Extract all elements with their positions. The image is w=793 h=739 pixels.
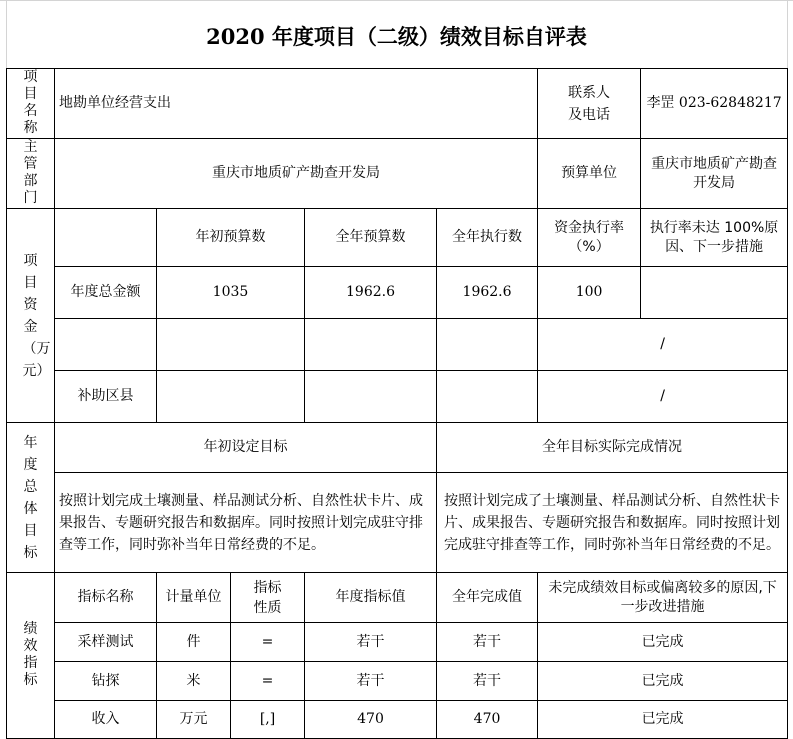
indicator-completed-header: 全年完成值 [437,573,538,623]
subsidy-reason: / [538,371,788,423]
subsidy-label: 补助区县 [55,371,157,423]
indicator-unit-header: 计量单位 [157,573,231,623]
goals-section-label: 年度总体目标 [7,423,55,573]
initial-budget-header: 年初预算数 [157,209,305,267]
subsidy-executed [437,371,538,423]
total-rate-value: 100 [538,267,641,319]
funds-header-row [7,209,788,267]
indicator-reason: 已完成 [538,623,788,662]
indicator-completed: 470 [437,701,538,739]
table-row [7,662,788,701]
executed-header: 全年执行数 [437,209,538,267]
goals-header-row [7,423,788,473]
total-amount-label: 年度总金额 [55,267,157,319]
project-name-label: 项目名称 [7,69,55,139]
indicators-section-label: 绩效指标 [7,573,55,739]
funds-header-blank [55,209,157,267]
department-row [7,139,788,209]
indicator-nature: [,] [231,701,305,739]
budget-unit-label: 预算单位 [538,139,641,209]
annual-budget-header: 全年预算数 [305,209,437,267]
grid-edge-top [0,0,793,1]
indicator-unit: 万元 [157,701,231,739]
project-name-value: 地勘单位经营支出 [55,69,538,139]
subsidy-annual [305,371,437,423]
contact-value: 李罡 023-62848217 [641,69,788,139]
actual-goal-header: 全年目标实际完成情况 [437,423,788,473]
funds-row2-initial [157,319,305,371]
total-annual-value: 1962.6 [305,267,437,319]
total-reason-value [641,267,788,319]
indicator-reason-header: 未完成绩效目标或偏离较多的原因,下一步改进措施 [538,573,788,623]
funds-row2-executed [437,319,538,371]
indicator-name-header: 指标名称 [55,573,157,623]
table-row [7,701,788,739]
evaluation-table [6,68,788,739]
budget-unit-value: 重庆市地质矿产勘查开发局 [641,139,788,209]
indicator-nature-header: 指标性质 [231,573,305,623]
rate-reason-header: 执行率未达 100%原因、下一步措施 [641,209,788,267]
subsidy-initial [157,371,305,423]
indicator-completed: 若干 [437,662,538,701]
total-executed-value: 1962.6 [437,267,538,319]
indicator-target: 若干 [305,623,437,662]
indicator-target: 若干 [305,662,437,701]
indicator-name: 采样测试 [55,623,157,662]
indicator-nature: = [231,623,305,662]
indicator-name: 收入 [55,701,157,739]
funds-row2-annual [305,319,437,371]
funds-subsidy-row [7,371,788,423]
initial-goal-header: 年初设定目标 [55,423,437,473]
actual-goal-text: 按照计划完成了土壤测量、样品测试分析、自然性状卡片、成果报告、专题研究报告和数据库。同时按照计划完成驻守排查等工作，同时弥补当年日常经费的不足。 [437,473,788,573]
indicator-reason: 已完成 [538,662,788,701]
indicator-unit: 米 [157,662,231,701]
indicator-name: 钻探 [55,662,157,701]
indicators-header-row [7,573,788,623]
dept-label: 主管部门 [7,139,55,209]
form-title: 2020 年度项目（二级）绩效目标自评表 [206,24,587,49]
project-row [7,69,788,139]
indicator-reason: 已完成 [538,701,788,739]
indicator-unit: 件 [157,623,231,662]
contact-label: 联系人及电话 [538,69,641,139]
execution-rate-header: 资金执行率（%） [538,209,641,267]
funds-total-row [7,267,788,319]
funds-row2-label [55,319,157,371]
goals-text-row [7,473,788,573]
funds-row-2 [7,319,788,371]
funds-section-label: 项目资金（万元） [7,209,55,423]
table-row [7,623,788,662]
indicator-target-header: 年度指标值 [305,573,437,623]
dept-value: 重庆市地质矿产勘查开发局 [55,139,538,209]
funds-row2-reason: / [538,319,788,371]
indicator-completed: 若干 [437,623,538,662]
initial-goal-text: 按照计划完成土壤测量、样品测试分析、自然性状卡片、成果报告、专题研究报告和数据库。同时按照计划完成驻守排查等工作，同时弥补当年日常经费的不足。 [55,473,437,573]
total-initial-value: 1035 [157,267,305,319]
indicator-nature: = [231,662,305,701]
indicator-target: 470 [305,701,437,739]
